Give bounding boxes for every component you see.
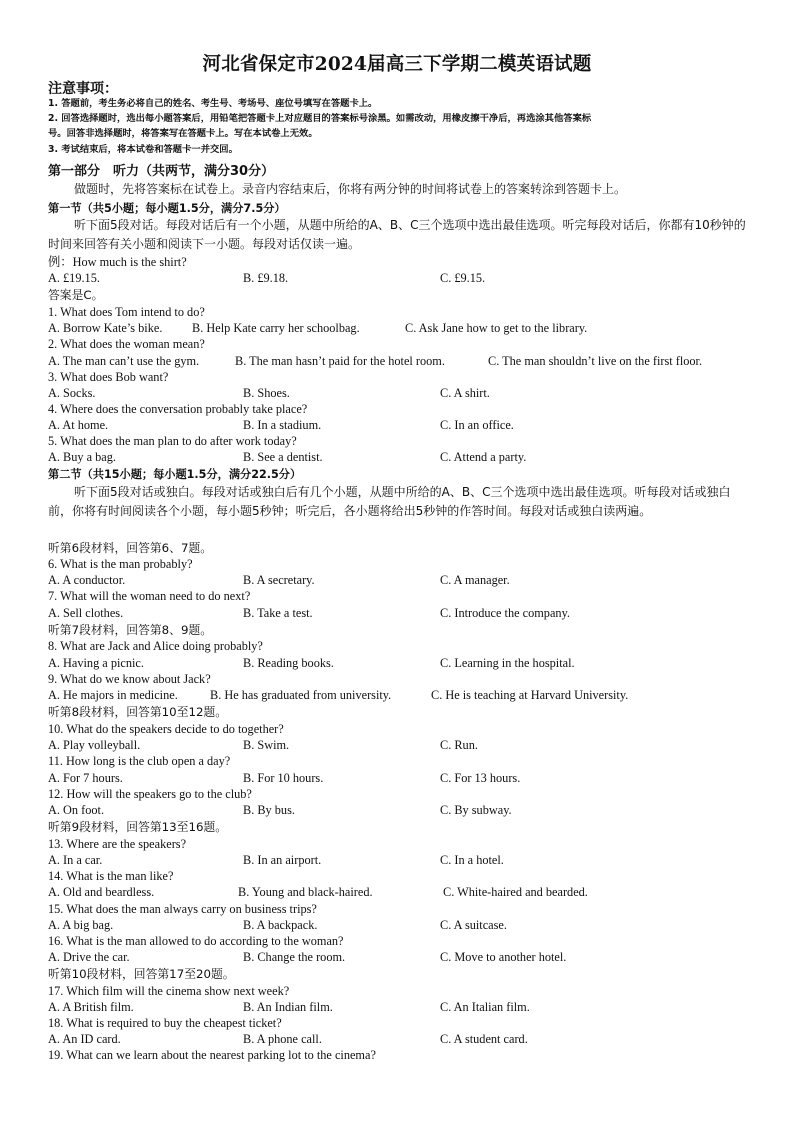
- part1-heading: 第一部分 听力（共两节，满分30分）: [48, 164, 275, 179]
- q6-option-a: A. A conductor.: [48, 573, 126, 587]
- q5-option-a: A. Buy a bag.: [48, 450, 116, 464]
- section1-intro-text: 听下面5段对话。每段对话后有一个小题，从题中所给的A、B、C三个选项中选出最佳选项。听完每段对话后，你都有10秒钟的时间来回答有关小题和阅读下一小题。每段对话仅读一遍。: [48, 218, 746, 251]
- q15-option-c: C. A suitcase.: [440, 918, 507, 932]
- q7-option-a: A. Sell clothes.: [48, 606, 124, 620]
- notice-heading: 注意事项：: [48, 81, 118, 97]
- q4-option-c: C. In an office.: [440, 418, 514, 432]
- q4-option-a: A. At home.: [48, 418, 109, 432]
- q14-option-b: B. Young and black-haired.: [238, 885, 373, 899]
- q18-option-b: B. A phone call.: [243, 1032, 322, 1046]
- question-15: 15. What does the man always carry on business trips?: [48, 902, 317, 916]
- q13-option-c: C. In a hotel.: [440, 853, 504, 867]
- question-18: 18. What is required to buy the cheapest ticket?: [48, 1016, 282, 1030]
- q9-option-c: C. He is teaching at Harvard University.: [431, 688, 629, 702]
- q8-option-b: B. Reading books.: [243, 656, 334, 670]
- group-label: 听第8段材料，回答第10至12题。: [48, 705, 228, 719]
- q14-option-a: A. Old and beardless.: [48, 885, 155, 899]
- q9-option-a: A. He majors in medicine.: [48, 688, 178, 702]
- q18-option-c: C. A student card.: [440, 1032, 528, 1046]
- q9-option-b: B. He has graduated from university.: [210, 688, 392, 702]
- section2-intro-text: 听下面5段对话或独白。每段对话或独白后有几个小题，从题中所给的A、B、C三个选项中选出最佳选项。听每段对话或独白前，你将有时间阅读各个小题，每小题5秒钟；听完后，各小题将给出5秒钟的作答时间。每段对话或独白读两遍。: [48, 485, 731, 518]
- group-label: 听第10段材料，回答第17至20题。: [48, 967, 235, 981]
- q10-option-b: B. Swim.: [243, 738, 290, 752]
- q5-option-c: C. Attend a party.: [440, 450, 527, 464]
- q14-option-c: C. White-haired and bearded.: [443, 885, 588, 899]
- q13-option-b: B. In an airport.: [243, 853, 322, 867]
- q2-option-c: C. The man shouldn’t live on the first floor.: [488, 354, 703, 368]
- question-2: 2. What does the woman mean?: [48, 337, 205, 351]
- q17-option-b: B. An Indian film.: [243, 1000, 333, 1014]
- q2-option-b: B. The man hasn’t paid for the hotel room.: [235, 354, 445, 368]
- q11-option-b: B. For 10 hours.: [243, 771, 324, 785]
- question-19: 19. What can we learn about the nearest parking lot to the cinema?: [48, 1048, 376, 1062]
- example-option-a: A. £19.15.: [48, 271, 100, 285]
- section1-heading: 第一节（共5小题；每小题1.5分，满分7.5分）: [48, 202, 286, 215]
- q5-option-b: B. See a dentist.: [243, 450, 323, 464]
- section1-intro: [48, 216, 748, 254]
- question-10: 10. What do the speakers decide to do together?: [48, 722, 284, 736]
- section2-heading: 第二节（共15小题；每小题1.5分，满分22.5分）: [48, 468, 302, 481]
- part1-intro: [48, 180, 748, 199]
- q11-option-a: A. For 7 hours.: [48, 771, 123, 785]
- q2-option-a: A. The man can’t use the gym.: [48, 354, 200, 368]
- question-16: 16. What is the man allowed to do according to the woman?: [48, 934, 344, 948]
- question-8: 8. What are Jack and Alice doing probably?: [48, 639, 263, 653]
- section2-intro: [48, 483, 748, 521]
- q17-option-a: A. A British film.: [48, 1000, 134, 1014]
- notice-item: 2. 回答选择题时，选出每小题答案后，用铅笔把答题卡上对应题目的答案标号涂黑。如需改动，用橡皮擦干净后，再选涂其他答案标: [48, 113, 592, 124]
- question-5: 5. What does the man plan to do after work today?: [48, 434, 297, 448]
- q8-option-a: A. Having a picnic.: [48, 656, 144, 670]
- notice-item: 3. 考试结束后，将本试卷和答题卡一并交回。: [48, 144, 238, 155]
- group-label: 听第6段材料，回答第6、7题。: [48, 541, 213, 555]
- q16-option-c: C. Move to another hotel.: [440, 950, 567, 964]
- q8-option-c: C. Learning in the hospital.: [440, 656, 575, 670]
- q12-option-c: C. By subway.: [440, 803, 512, 817]
- question-12: 12. How will the speakers go to the club?: [48, 787, 252, 801]
- q3-option-a: A. Socks.: [48, 386, 96, 400]
- q17-option-c: C. An Italian film.: [440, 1000, 530, 1014]
- example-option-c: C. £9.15.: [440, 271, 486, 285]
- group-label: 听第7段材料，回答第8、9题。: [48, 623, 213, 637]
- q10-option-a: A. Play volleyball.: [48, 738, 141, 752]
- q6-option-b: B. A secretary.: [243, 573, 315, 587]
- question-7: 7. What will the woman need to do next?: [48, 589, 251, 603]
- question-3: 3. What does Bob want?: [48, 370, 169, 384]
- question-14: 14. What is the man like?: [48, 869, 174, 883]
- exam-title: 河北省保定市2024届高三下学期二模英语试题: [202, 54, 592, 75]
- question-11: 11. How long is the club open a day?: [48, 754, 231, 768]
- q16-option-b: B. Change the room.: [243, 950, 346, 964]
- q3-option-b: B. Shoes.: [243, 386, 290, 400]
- example-option-b: B. £9.18.: [243, 271, 289, 285]
- q11-option-c: C. For 13 hours.: [440, 771, 521, 785]
- q7-option-c: C. Introduce the company.: [440, 606, 570, 620]
- q18-option-a: A. An ID card.: [48, 1032, 121, 1046]
- q15-option-b: B. A backpack.: [243, 918, 318, 932]
- q15-option-a: A. A big bag.: [48, 918, 114, 932]
- example-question: 例：How much is the shirt?: [48, 255, 187, 269]
- q4-option-b: B. In a stadium.: [243, 418, 322, 432]
- notice-item: 号。回答非选择题时，将答案写在答题卡上。写在本试卷上无效。: [48, 128, 318, 139]
- question-4: 4. Where does the conversation probably take place?: [48, 402, 308, 416]
- q1-option-b: B. Help Kate carry her schoolbag.: [192, 321, 360, 335]
- q6-option-c: C. A manager.: [440, 573, 510, 587]
- q12-option-b: B. By bus.: [243, 803, 295, 817]
- q3-option-c: C. A shirt.: [440, 386, 490, 400]
- notice-item: 1. 答题前，考生务必将自己的姓名、考生号、考场号、座位号填写在答题卡上。: [48, 98, 378, 109]
- question-17: 17. Which film will the cinema show next week?: [48, 984, 290, 998]
- q1-option-c: C. Ask Jane how to get to the library.: [405, 321, 588, 335]
- q7-option-b: B. Take a test.: [243, 606, 313, 620]
- part1-intro-text: 做题时，先将答案标在试卷上。录音内容结束后，你将有两分钟的时间将试卷上的答案转涂到答题卡上。: [74, 182, 627, 196]
- group-label: 听第9段材料，回答第13至16题。: [48, 820, 228, 834]
- question-9: 9. What do we know about Jack?: [48, 672, 211, 686]
- example-answer: 答案是C。: [48, 288, 104, 302]
- q13-option-a: A. In a car.: [48, 853, 103, 867]
- q10-option-c: C. Run.: [440, 738, 478, 752]
- q1-option-a: A. Borrow Kate’s bike.: [48, 321, 163, 335]
- question-6: 6. What is the man probably?: [48, 557, 193, 571]
- question-1: 1. What does Tom intend to do?: [48, 305, 205, 319]
- question-13: 13. Where are the speakers?: [48, 837, 187, 851]
- q12-option-a: A. On foot.: [48, 803, 105, 817]
- q16-option-a: A. Drive the car.: [48, 950, 130, 964]
